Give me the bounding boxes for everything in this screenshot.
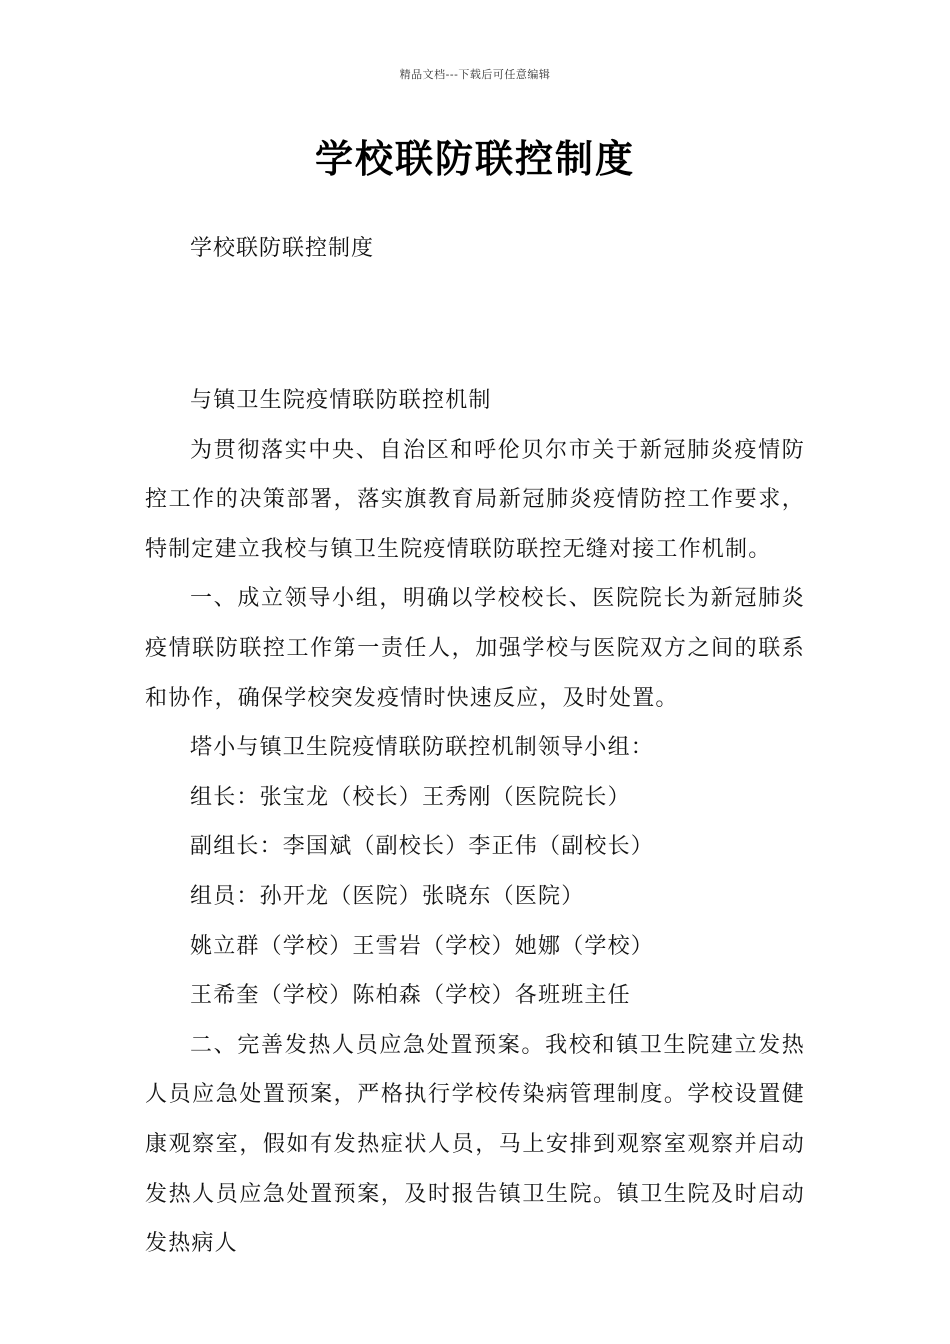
members-line: 组员：孙开龙（医院）张晓东（医院） [190, 883, 585, 909]
document-title: 学校联防联控制度 [314, 136, 635, 181]
section-heading: 与镇卫生院疫情联防联控机制 [190, 388, 492, 413]
group-leader-line: 组长：张宝龙（校长）王秀刚（医院院长） [190, 784, 631, 810]
section-two-paragraph: 二、完善发热人员应急处置预案。我校和镇卫生院建立发热人员应急处置预案，严格执行学校传染病管理制度。学校设置健康观察室，假如有发热症状人员，马上安排到观察室观察并启动发热人员应急处置预案，及时报告镇卫生院。镇卫生院及时启动发热病人 [145, 1032, 805, 1257]
document-body [145, 376, 805, 1269]
document-subtitle: 学校联防联控制度 [190, 236, 375, 261]
members-line-2: 姚立群（学校）王雪岩（学校）她娜（学校） [190, 933, 655, 959]
deputy-leader-line: 副组长：李国斌（副校长）李正伟（副校长） [190, 834, 655, 860]
members-line-3: 王希奎（学校）陈柏森（学校）各班班主任 [190, 983, 631, 1009]
group-heading: 塔小与镇卫生院疫情联防联控机制领导小组： [190, 735, 655, 761]
section-one-paragraph: 一、成立领导小组，明确以学校校长、医院院长为新冠肺炎疫情联防联控工作第一责任人，加强学校与医院双方之间的联系和协作，确保学校突发疫情时快速反应，及时处置。 [145, 586, 805, 711]
intro-paragraph: 为贯彻落实中央、自治区和呼伦贝尔市关于新冠肺炎疫情防控工作的决策部署，落实旗教育局新冠肺炎疫情防控工作要求，特制定建立我校与镇卫生院疫情联防联控无缝对接工作机制。 [145, 437, 805, 562]
page-header: 精品文档---下载后可任意编辑 [399, 68, 551, 81]
